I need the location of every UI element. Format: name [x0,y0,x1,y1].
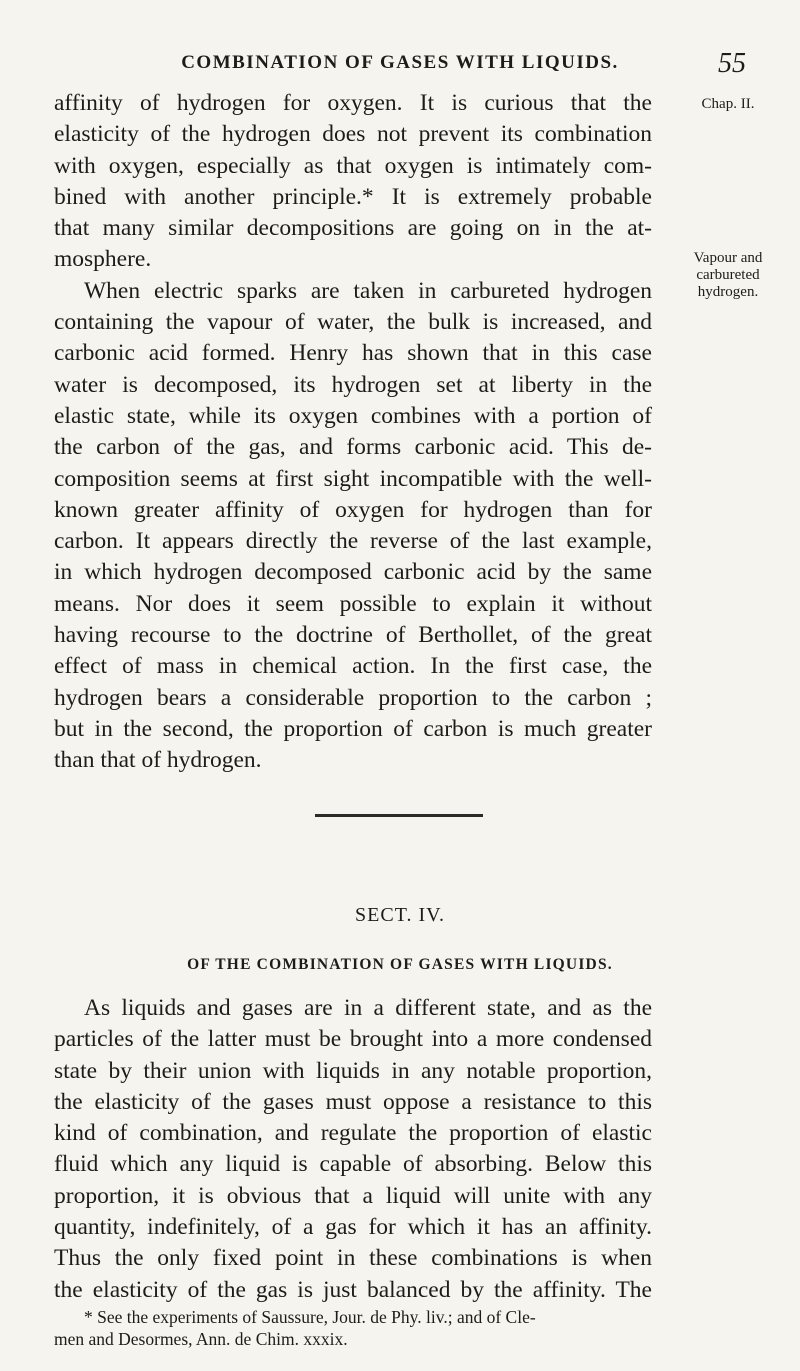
section-divider-rule [315,814,483,817]
text-line: carbon. It appears directly the reverse of the last example, [54,528,652,555]
margin-note-line: Vapour and [693,250,763,266]
margin-note-vapour [658,250,798,301]
margin-note-line: Chap. II. [701,96,755,112]
body-text-top [54,88,652,777]
text-line: fluid which any liquid is capable of absorbing. Below this [54,1151,652,1178]
footnote-line: men and Desormes, Ann. de Chim. xxxix. [54,1329,348,1349]
text-line: kind of combination, and regulate the proportion of elastic [54,1120,652,1147]
text-line: state by their union with liquids in any notable proportion, [54,1057,652,1084]
text-line: means. Nor does it seem possible to explain it without [54,590,652,617]
text-line: Thus the only fixed point in these combinations is when [54,1245,652,1272]
text-line: proportion, it is obvious that a liquid will unite with any [54,1182,652,1209]
margin-note-line: carbureted [696,267,760,283]
text-line: the elasticity of the gas is just balanced by the affinity. The [54,1276,652,1303]
text-line: When electric sparks are taken in carbureted hydrogen [84,277,652,304]
running-title: COMBINATION OF GASES WITH LIQUIDS. [181,52,619,73]
section-subtitle: OF THE COMBINATION OF GASES WITH LIQUIDS. [187,956,613,973]
text-line: As liquids and gases are in a different state, and as the [84,995,652,1021]
text-line: but in the second, the proportion of carbon is much greater [54,715,652,742]
text-line: having recourse to the doctrine of Berthollet, of the great [54,622,652,649]
text-line: quantity, indefinitely, of a gas for which it has an affinity. [54,1214,652,1241]
text-line: bined with another principle.* It is extremely probable [54,183,652,210]
text-line: composition seems at first sight incompatible with the well- [54,465,652,492]
section-heading: SECT. IV. [355,904,445,926]
text-line: water is decomposed, its hydrogen set at liberty in the [54,371,652,398]
body-text-section [54,993,652,1306]
text-line: containing the vapour of water, the bulk is increased, and [54,309,652,336]
text-line: hydrogen bears a considerable proportion to the carbon ; [54,684,652,711]
footnote-line: * See the experiments of Saussure, Jour. de Phy. liv.; and of Cle- [84,1307,536,1327]
text-line: that many similar decompositions are going on in the at- [54,215,652,242]
text-line: in which hydrogen decomposed carbonic acid by the same [54,559,652,586]
text-line: the elasticity of the gases must oppose a resistance to this [54,1088,652,1115]
margin-note-line: hydrogen. [697,284,759,300]
page-number: 55 [718,48,746,79]
text-line: particles of the latter must be brought into a more condensed [54,1026,652,1053]
text-line: affinity of hydrogen for oxygen. It is curious that the [54,90,652,116]
margin-note-chapter [658,96,798,113]
text-line: effect of mass in chemical action. In the first case, the [54,653,652,680]
text-line: the carbon of the gas, and forms carbonic acid. This de- [54,434,652,461]
text-line: elastic state, while its oxygen combines with a portion of [54,402,652,429]
footnote [54,1306,652,1350]
text-line: mosphere. [54,246,152,273]
running-head [54,48,746,82]
text-line: known greater affinity of oxygen for hydrogen than for [54,496,652,523]
text-line: than that of hydrogen. [54,747,262,774]
text-line: carbonic acid formed. Henry has shown that in this case [54,340,652,367]
text-line: elasticity of the hydrogen does not prevent its combination [54,121,652,148]
text-line: with oxygen, especially as that oxygen is intimately com- [54,152,652,179]
